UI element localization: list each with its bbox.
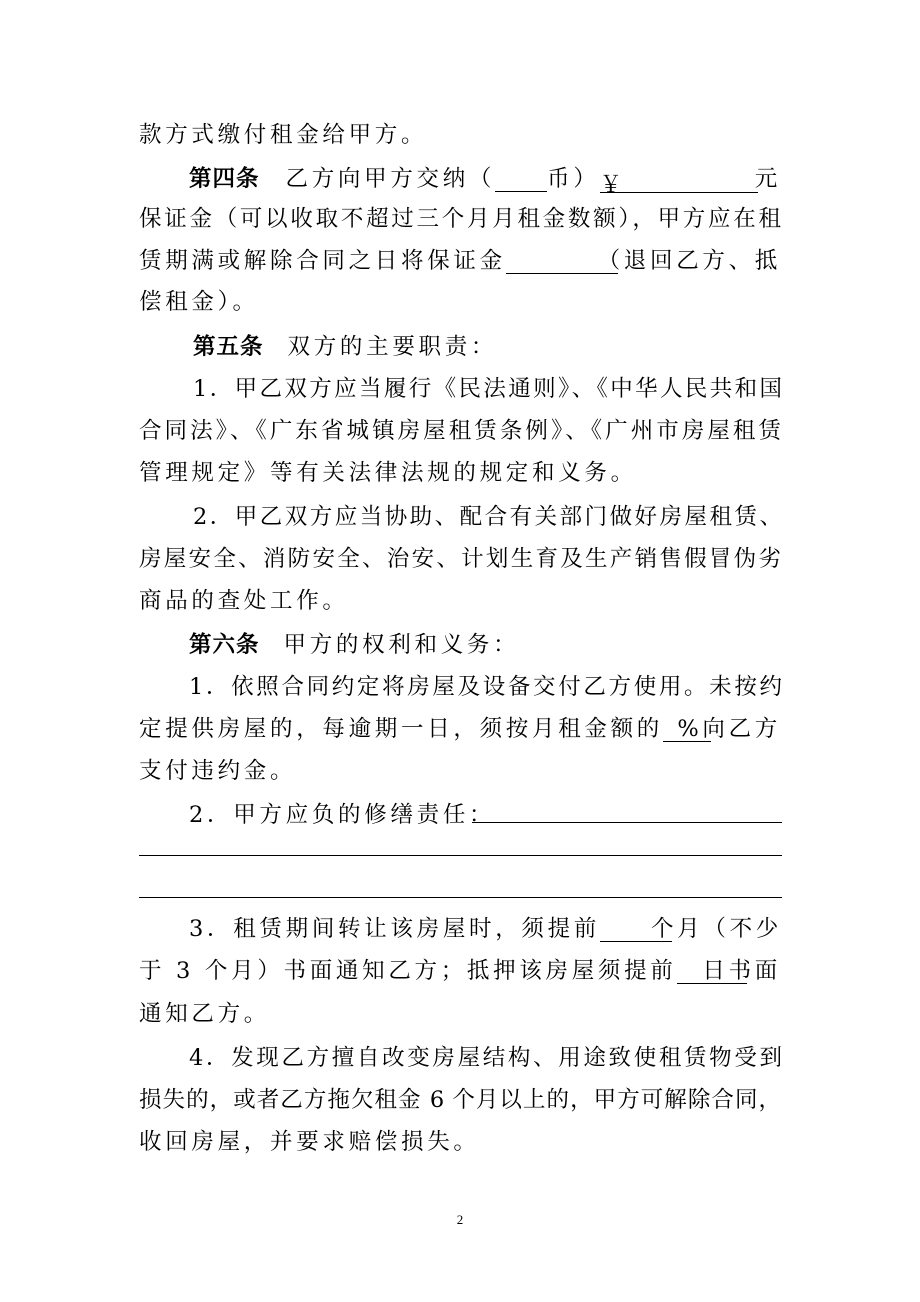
text: 乙方向甲方交纳（ bbox=[285, 166, 496, 192]
text: 于 3 个月）书面通知乙方；抵押该房屋须提前 bbox=[139, 958, 677, 984]
article-5-title: 第五条 bbox=[193, 334, 264, 360]
yen-sign: ￥ bbox=[599, 172, 623, 198]
text: 双方的主要职责： bbox=[287, 334, 498, 360]
article-6-title: 第六条 bbox=[189, 632, 260, 658]
text-line: 收回房屋，并要求赔偿损失。 bbox=[139, 1129, 480, 1155]
text-line bbox=[189, 908, 782, 950]
text-line: 支付违约金。 bbox=[139, 758, 297, 784]
article-4-line bbox=[189, 158, 781, 200]
text-line: 2．甲乙双方应当协助、配合有关部门做好房屋租赁、 bbox=[193, 504, 782, 530]
blank-repair bbox=[472, 794, 782, 823]
text: 赁期满或解除合同之日将保证金 bbox=[139, 248, 506, 274]
text-line: 1．依照合同约定将房屋及设备交付乙方使用。未按约 bbox=[189, 674, 782, 700]
text: 甲方的权利和义务： bbox=[283, 632, 520, 658]
text-line: 商品的查处工作。 bbox=[139, 588, 349, 614]
text: 3．租赁期间转让该房屋时，须提前 bbox=[189, 916, 601, 942]
page-number: 2 bbox=[456, 1212, 464, 1227]
blank-line bbox=[139, 855, 782, 856]
text-line: 保证金（可以收取不超过三个月月租金数额），甲方应在租 bbox=[139, 206, 781, 232]
article-6-line bbox=[189, 624, 831, 666]
text-line bbox=[139, 708, 781, 750]
text-line: 款方式缴付租金给甲方。 bbox=[139, 122, 428, 148]
blank-line bbox=[139, 897, 782, 898]
text-line bbox=[189, 794, 782, 836]
text-line bbox=[139, 950, 781, 992]
text-line: 合同法》、《广东省城镇房屋租赁条例》、《广州市房屋租赁 bbox=[139, 418, 781, 444]
text: 日书面 bbox=[702, 958, 781, 984]
text-line: 1．甲乙双方应当履行《民法通则》、《中华人民共和国 bbox=[193, 376, 782, 402]
text-line: 管理规定》等有关法律法规的规定和义务。 bbox=[139, 460, 637, 486]
text: 个月（不少 bbox=[650, 916, 782, 942]
text: 定提供房屋的，每逾期一日，须按月租金额的 bbox=[139, 716, 664, 742]
text: 元 bbox=[754, 166, 781, 192]
text: %向乙方 bbox=[677, 716, 781, 742]
blank-currency bbox=[495, 163, 547, 192]
text-line: 通知乙方。 bbox=[139, 1001, 271, 1027]
article-4-title: 第四条 bbox=[189, 166, 260, 192]
text-line: 损失的，或者乙方拖欠租金 6 个月以上的，甲方可解除合同， bbox=[139, 1087, 781, 1113]
text: 2．甲方应负的修缮责任： bbox=[189, 802, 496, 828]
blank-amount bbox=[599, 164, 758, 198]
text-line: 偿租金）。 bbox=[139, 289, 259, 315]
text-line: 4．发现乙方擅自改变房屋结构、用途致使租赁物受到 bbox=[189, 1045, 782, 1071]
text: （退回乙方、抵 bbox=[597, 248, 781, 274]
article-5-line bbox=[193, 326, 835, 368]
text-line bbox=[139, 240, 781, 282]
text-line: 房屋安全、消防安全、治安、计划生育及生产销售假冒伪劣 bbox=[139, 546, 781, 572]
text: 币） bbox=[547, 166, 600, 192]
